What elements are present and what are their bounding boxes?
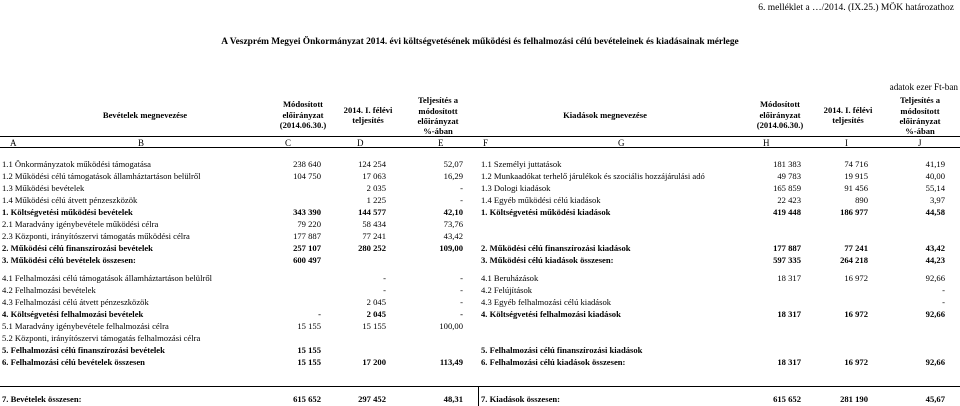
expense-item-label: 4.3 Egyéb felhalmozási célú kiadások xyxy=(481,297,612,307)
expense-item-label: 1.4 Egyéb működési célú kiadások xyxy=(481,195,601,205)
expense-performance-pct: - xyxy=(942,297,945,307)
revenue-h1-performance: 77 241 xyxy=(362,231,386,241)
expense-performance-pct: 3,97 xyxy=(929,195,945,205)
unit-note: adatok ezer Ft-ban xyxy=(889,82,958,92)
column-letter: A xyxy=(10,138,17,148)
expense-performance-pct: 44,23 xyxy=(925,255,945,265)
revenue-performance-pct: 109,00 xyxy=(439,243,463,253)
expense-item-label: 7. Kiadások összesen: xyxy=(481,394,561,404)
column-letter: D xyxy=(357,138,364,148)
column-letter: G xyxy=(618,138,625,148)
revenue-h1-performance: 17 063 xyxy=(362,171,386,181)
expense-performance-pct: - xyxy=(942,285,945,295)
expense-item-label: 2. Működési célú finanszírozási kiadások xyxy=(481,243,631,253)
revenue-modified-budget: - xyxy=(318,309,321,319)
revenue-item-label: 5.1 Maradvány igénybevétele felhalmozási célra xyxy=(2,321,169,331)
revenue-item-label: 4.3 Felhalmozási célú átvett pénzeszközök xyxy=(2,297,149,307)
expense-performance-pct: 92,66 xyxy=(925,357,945,367)
revenue-modified-budget: 15 155 xyxy=(297,345,321,355)
revenue-modified-budget: 238 640 xyxy=(293,159,321,169)
revenue-item-label: 2. Működési célú finanszírozási bevételek xyxy=(2,243,153,253)
expense-h1-performance: 890 xyxy=(855,195,868,205)
revenue-h1-performance: - xyxy=(383,285,386,295)
revenue-h1-performance: 2 035 xyxy=(366,183,386,193)
revenue-item-label: 1. Költségvetési működési bevételek xyxy=(2,207,133,217)
revenue-h1-performance: - xyxy=(383,273,386,283)
expense-performance-pct: 44,58 xyxy=(925,207,945,217)
expense-modified-budget: 18 317 xyxy=(777,357,801,367)
expense-h1-performance: 16 972 xyxy=(844,309,868,319)
header-revenue-modified-budget: Módosított előirányzat (2014.06.30.) xyxy=(279,99,327,131)
revenue-performance-pct: 52,07 xyxy=(443,159,463,169)
header-expense-performance-pct: Teljesítés a módosított előirányzat %-ában xyxy=(899,95,941,137)
expense-performance-pct: 45,67 xyxy=(925,394,945,404)
revenue-item-label: 2.1 Maradvány igénybevétele működési célra xyxy=(2,219,159,229)
expense-modified-budget: 18 317 xyxy=(777,273,801,283)
expense-item-label: 1.1 Személyi juttatások xyxy=(481,159,562,169)
expense-performance-pct: 92,66 xyxy=(925,273,945,283)
revenue-modified-budget: 600 497 xyxy=(293,255,321,265)
expense-h1-performance: 77 241 xyxy=(844,243,868,253)
revenue-modified-budget: 104 750 xyxy=(293,171,321,181)
expense-item-label: 4.2 Felújítások xyxy=(481,285,533,295)
revenue-performance-pct: 43,42 xyxy=(443,231,463,241)
revenue-modified-budget: 177 887 xyxy=(293,231,321,241)
revenue-h1-performance: 58 434 xyxy=(362,219,386,229)
column-letter: J xyxy=(918,138,922,148)
expense-modified-budget: 177 887 xyxy=(773,243,801,253)
expense-performance-pct: 41,19 xyxy=(925,159,945,169)
revenue-modified-budget: 343 390 xyxy=(293,207,321,217)
revenue-item-label: 5.2 Központi, irányítószervi támogatás felhalmozási célra xyxy=(2,333,201,343)
expense-item-label: 4.1 Beruházások xyxy=(481,273,539,283)
annex-note: 6. melléklet a …/2014. (IX.25.) MÖK határozathoz xyxy=(758,3,954,13)
document-title: A Veszprém Megyei Önkormányzat 2014. évi költségvetésének működési és felhalmozási célú bevételeinek és kiadásainak mérlege xyxy=(221,37,739,47)
revenue-h1-performance: 2 045 xyxy=(366,297,386,307)
header-revenue-h1-performance: 2014. I. félévi teljesítés xyxy=(343,104,393,125)
revenue-performance-pct: - xyxy=(460,195,463,205)
revenue-modified-budget: 615 652 xyxy=(293,394,321,404)
revenue-item-label: 4.2 Felhalmozási bevételek xyxy=(2,285,96,295)
column-letter: C xyxy=(285,138,292,148)
revenue-h1-performance: 17 200 xyxy=(362,357,386,367)
revenue-performance-pct: 100,00 xyxy=(439,321,463,331)
expense-h1-performance: 264 218 xyxy=(840,255,868,265)
column-letter: H xyxy=(763,138,770,148)
header-expense-h1-performance: 2014. I. félévi teljesítés xyxy=(823,104,873,125)
expense-item-label: 1. Költségvetési működési kiadások xyxy=(481,207,611,217)
revenue-h1-performance: 280 252 xyxy=(358,243,386,253)
revenue-item-label: 4.1 Felhalmozási célú támogatások államháztartáson belülről xyxy=(2,273,213,283)
expense-item-label: 5. Felhalmozási célú finanszírozási kiadások xyxy=(481,345,643,355)
expense-modified-budget: 419 448 xyxy=(773,207,801,217)
revenue-item-label: 1.3 Működési bevételek xyxy=(2,183,85,193)
column-letter: F xyxy=(483,138,489,148)
expense-item-label: 1.3 Dologi kiadások xyxy=(481,183,551,193)
expense-h1-performance: 91 456 xyxy=(844,183,868,193)
revenue-h1-performance: 2 045 xyxy=(366,309,386,319)
expense-h1-performance: 74 716 xyxy=(844,159,868,169)
header-revenue-performance-pct: Teljesítés a módosított előirányzat %-ában xyxy=(417,95,459,137)
expense-item-label: 6. Felhalmozási célú kiadások összesen: xyxy=(481,357,626,367)
revenue-performance-pct: - xyxy=(460,309,463,319)
expense-h1-performance: 281 190 xyxy=(840,394,868,404)
expense-modified-budget: 22 423 xyxy=(777,195,801,205)
revenue-item-label: 3. Működési célú bevételek összesen: xyxy=(2,255,136,265)
revenue-performance-pct: - xyxy=(460,297,463,307)
column-letter: I xyxy=(845,138,848,148)
revenue-h1-performance: 144 577 xyxy=(358,207,386,217)
revenue-performance-pct: 73,76 xyxy=(443,219,463,229)
expense-modified-budget: 18 317 xyxy=(777,309,801,319)
letter-row-top-rule xyxy=(0,136,960,137)
revenue-modified-budget: 79 220 xyxy=(297,219,321,229)
expense-item-label: 4. Költségvetési felhalmozási kiadások xyxy=(481,309,621,319)
expense-h1-performance: 186 977 xyxy=(840,207,868,217)
revenue-h1-performance: 15 155 xyxy=(362,321,386,331)
revenue-item-label: 1.1 Önkormányzatok működési támogatása xyxy=(2,159,151,169)
expense-modified-budget: 49 783 xyxy=(777,171,801,181)
column-letter: B xyxy=(138,138,145,148)
revenue-item-label: 2.3 Központi, irányítószervi támogatás működési célra xyxy=(2,231,190,241)
total-row-rule xyxy=(0,386,960,387)
revenue-item-label: 4. Költségvetési felhalmozási bevételek xyxy=(2,309,144,319)
expense-performance-pct: 92,66 xyxy=(925,309,945,319)
expense-modified-budget: 615 652 xyxy=(773,394,801,404)
revenue-item-label: 6. Felhalmozási célú bevételek összesen xyxy=(2,357,145,367)
expense-modified-budget: 165 859 xyxy=(773,183,801,193)
expense-h1-performance: 16 972 xyxy=(844,273,868,283)
revenue-item-label: 5. Felhalmozási célú finanszírozási bevételek xyxy=(2,345,165,355)
expense-performance-pct: 43,42 xyxy=(925,243,945,253)
revenue-modified-budget: 257 107 xyxy=(293,243,321,253)
expense-modified-budget: 597 335 xyxy=(773,255,801,265)
expense-performance-pct: 55,14 xyxy=(925,183,945,193)
revenue-performance-pct: - xyxy=(460,273,463,283)
total-row-divider xyxy=(478,386,479,406)
revenue-performance-pct: 42,10 xyxy=(443,207,463,217)
revenue-performance-pct: 16,29 xyxy=(443,171,463,181)
header-revenue-name: Bevételek megnevezése xyxy=(102,109,188,120)
revenue-performance-pct: - xyxy=(460,285,463,295)
revenue-item-label: 1.4 Működési célú átvett pénzeszközök xyxy=(2,195,138,205)
revenue-performance-pct: 48,31 xyxy=(443,394,463,404)
revenue-modified-budget: 15 155 xyxy=(297,321,321,331)
revenue-h1-performance: 297 452 xyxy=(358,394,386,404)
revenue-item-label: 7. Bevételek összesen: xyxy=(2,394,82,404)
expense-modified-budget: 181 383 xyxy=(773,159,801,169)
revenue-modified-budget: 15 155 xyxy=(297,357,321,367)
expense-performance-pct: 40,00 xyxy=(925,171,945,181)
revenue-performance-pct: 113,49 xyxy=(439,357,463,367)
column-letter: E xyxy=(438,138,444,148)
revenue-item-label: 1.2 Működési célú támogatások államháztartáson belülről xyxy=(2,171,201,181)
expense-h1-performance: 16 972 xyxy=(844,357,868,367)
header-expense-name: Kiadások megnevezése xyxy=(563,109,647,120)
revenue-performance-pct: - xyxy=(460,183,463,193)
revenue-h1-performance: 124 254 xyxy=(358,159,386,169)
revenue-h1-performance: 1 225 xyxy=(366,195,386,205)
expense-h1-performance: 19 915 xyxy=(844,171,868,181)
expense-item-label: 1.2 Munkaadókat terhelő járulékok és szociális hozzájárulási adó xyxy=(481,171,705,181)
header-expense-modified-budget: Módosított előirányzat (2014.06.30.) xyxy=(756,99,804,131)
expense-item-label: 3. Működési célú kiadások összesen: xyxy=(481,255,614,265)
